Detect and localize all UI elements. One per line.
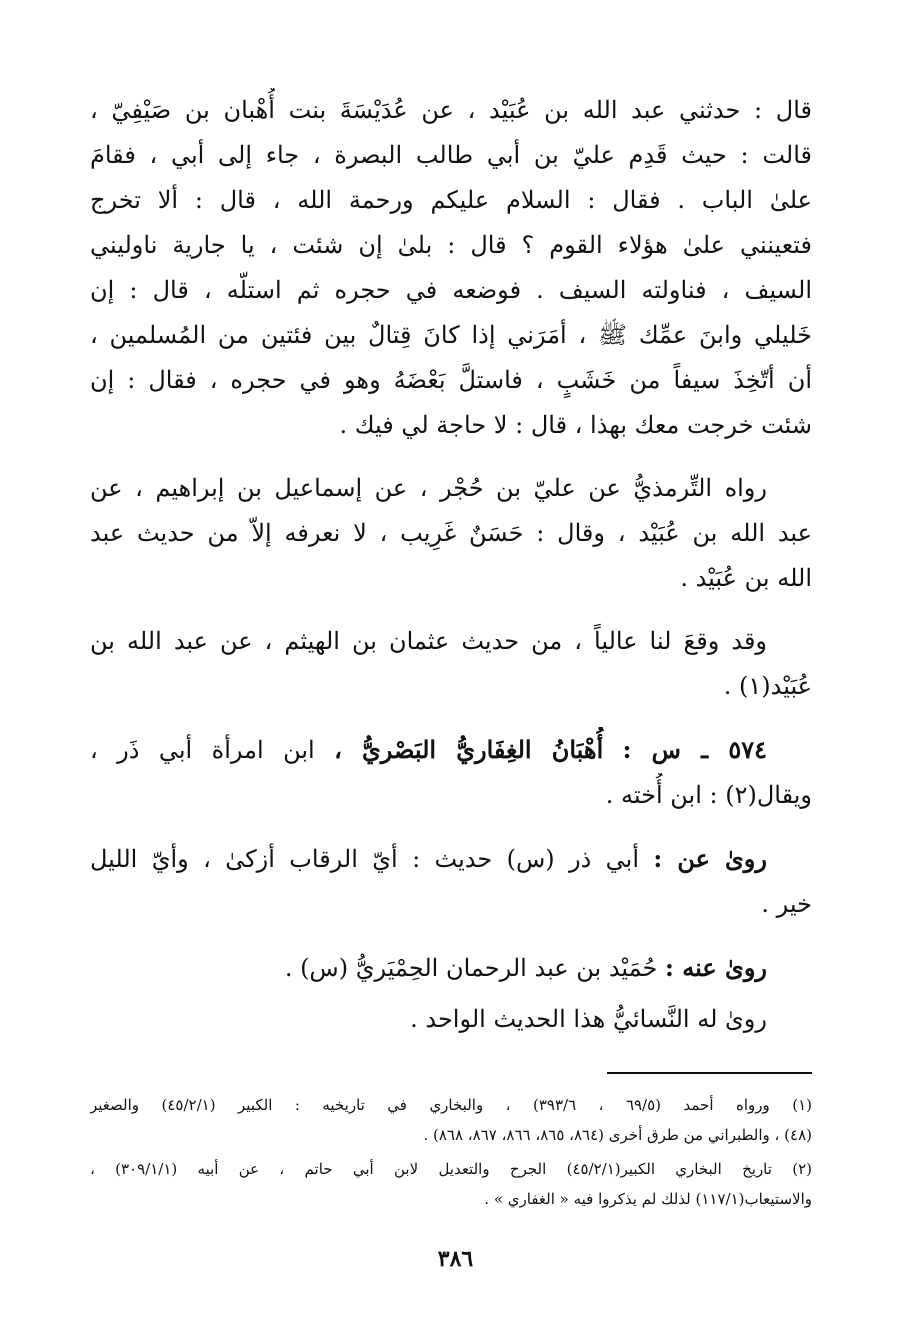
narrated-from-paragraph xyxy=(90,836,812,927)
text-line: فتعينني علىٰ هؤلاء القوم ؟ قال : بلىٰ إن شئت ، يا جارية ناوليني xyxy=(90,231,812,259)
text-line: ويقال(٢) : ابن أُخته . xyxy=(605,781,812,809)
text-line: عبد الله بن عُبَيْد ، وقال : حَسَنٌ غَرِيب ، لا نعرفه إلاّ من حديث عبد xyxy=(90,519,812,547)
page-body xyxy=(90,88,812,1060)
text-line: قالت : حيث قَدِم عليّ بن أبي طالب البصرة ، جاء إلى أبي ، فقامَ xyxy=(90,141,812,169)
footnote-2 xyxy=(90,1154,812,1214)
text-line: خَليلي وابنَ عمِّك ﷺ ، أمَرَني إذا كانَ قِتالٌ بين فئتين من المُسلمين ، xyxy=(90,321,812,349)
narrated-by-label: روىٰ عنه : xyxy=(665,953,767,982)
entry-number: ٥٧٤ ـ س : xyxy=(622,735,767,764)
entry-heading-line xyxy=(90,727,812,773)
text-line: عُبَيْد(١) . xyxy=(723,672,812,700)
text-line: علىٰ الباب . فقال : السلام عليكم ورحمة الله ، قال : ألا تخرج xyxy=(90,186,812,214)
text-line: قال : حدثني عبد الله بن عُبَيْد ، عن عُدَيْسَةَ بنت أُهْبان بن صَيْفِيّ ، xyxy=(90,96,812,124)
text-line: رواه التِّرمذيُّ عن عليّ بن حُجْر ، عن إسماعيل بن إبراهيم ، عن xyxy=(90,474,767,502)
text-line: روىٰ له النَّسائيُّ هذا الحديث الواحد . xyxy=(410,1005,767,1033)
footnote-divider xyxy=(607,1072,812,1074)
narrated-from-text: أبي ذر (س) حديث : أيّ الرقاب أزكىٰ ، وأيّ الليل xyxy=(90,845,639,873)
footnotes xyxy=(90,1090,812,1218)
narrated-by-text: حُمَيْد بن عبد الرحمان الحِمْيَريُّ (س) . xyxy=(284,954,658,982)
narrated-from-label: روىٰ عن : xyxy=(653,844,767,873)
biography-entry xyxy=(90,727,812,818)
narrated-by-paragraph xyxy=(90,945,812,991)
text-line: شئت خرجت معك بهذا ، قال : لا حاجة لي فيك . xyxy=(339,411,812,439)
text-line xyxy=(90,945,812,991)
text-line: خير . xyxy=(761,890,812,918)
text-line: السيف ، فناولته السيف . فوضعه في حجره ثم استلّه ، قال : إن xyxy=(90,276,812,304)
chain-paragraph xyxy=(90,619,812,709)
entry-description: ابن امرأة أبي ذَر ، xyxy=(90,736,315,764)
hadith-paragraph xyxy=(90,88,812,448)
text-line: وقد وقعَ لنا عالياً ، من حديث عثمان بن الهيثم ، عن عبد الله بن xyxy=(90,627,767,655)
text-line: الله بن عُبَيْد . xyxy=(680,564,812,592)
footnote-line: (٤٨) ، والطبراني من طرق أخرى (٨٦٤، ٨٦٥، ٨٦٦، ٨٦٧، ٨٦٨) . xyxy=(423,1126,812,1144)
closing-paragraph xyxy=(90,997,812,1042)
footnote-line: (١) ورواه أحمد (٦٩/٥ ، ٣٩٣/٦) ، والبخاري في تاريخيه : الكبير (٤٥/٢/١) والصغير xyxy=(90,1096,812,1114)
text-line xyxy=(90,836,812,882)
footnote-line: والاستيعاب(١١٧/١) لذلك لم يذكروا فيه « الغفاري » . xyxy=(484,1190,812,1208)
footnote-1 xyxy=(90,1090,812,1150)
page-number: ٣٨٦ xyxy=(437,1246,474,1272)
footnote-line: (٢) تاريخ البخاري الكبير(٤٥/٢/١) الجرح والتعديل لابن أبي حاتم ، عن أبيه (٣٠٩/١/١) ، xyxy=(90,1160,812,1178)
entry-name: أُهْبَانُ الغِفَاريُّ البَصْريُّ ، xyxy=(334,735,604,764)
text-line: أن أتّخِذَ سيفاً من خَشَبٍ ، فاستلَّ بَعْضَهُ وهو في حجره ، فقال : إن xyxy=(90,366,812,394)
narration-paragraph xyxy=(90,466,812,601)
